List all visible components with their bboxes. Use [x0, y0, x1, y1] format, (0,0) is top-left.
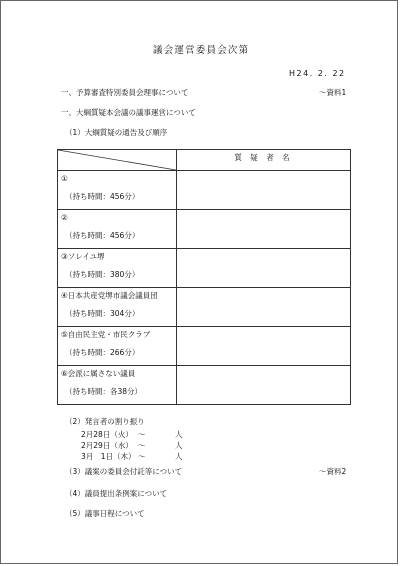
- row-3-name-cell: [177, 249, 351, 288]
- subitem-3: （3）議案の委員会付託等について: [65, 467, 183, 476]
- table-row: [58, 366, 351, 405]
- table-row: [58, 210, 351, 249]
- row-4-label: ④日本共産党堺市議会議員団: [61, 291, 158, 300]
- schedule-unit-2: 人: [175, 441, 183, 450]
- row-5-label: ⑤自由民主党・市民クラブ: [61, 330, 151, 339]
- table-row: [58, 171, 351, 210]
- row-5-time: （持ち時間：266分）: [65, 348, 140, 357]
- schedule-tilde-1: 〜: [138, 430, 146, 439]
- questioner-table: [57, 149, 351, 405]
- table-row: [58, 327, 351, 366]
- row-3-time: （持ち時間：380分）: [65, 270, 140, 279]
- row-2-time: （持ち時間：456分）: [65, 231, 140, 240]
- schedule-unit-3: 人: [175, 452, 183, 461]
- row-5-name-cell: [177, 327, 351, 366]
- row-6-label: ⑥会派に属さない議員: [61, 369, 136, 378]
- table-header-row: [58, 150, 351, 171]
- row-1-name-cell: [177, 171, 351, 210]
- subitem-5: （5）議事日程について: [65, 509, 145, 518]
- table-row: [58, 249, 351, 288]
- schedule-tilde-2: 〜: [138, 441, 146, 450]
- row-4-time: （持ち時間：304分）: [65, 309, 140, 318]
- subitem-4: （4）議員提出条例案について: [65, 489, 168, 498]
- agenda-item-2: 一、大綱質疑本会議の議事運営について: [61, 108, 196, 117]
- schedule-tilde-3: 〜: [138, 452, 146, 461]
- diagonal-line: [58, 150, 176, 170]
- table-corner-cell: [58, 150, 177, 171]
- subitem-2: （2）発言者の割り振り: [65, 417, 145, 426]
- schedule-date-1: 2月28日（火）: [81, 430, 133, 439]
- agenda-item-1-ref: 〜資料1: [319, 88, 347, 97]
- table-row: [58, 288, 351, 327]
- row-3-label: ③ソレイユ堺: [61, 252, 105, 261]
- row-1-time: （持ち時間：456分）: [65, 192, 140, 201]
- row-6-time: （持ち時間：各38分）: [65, 387, 143, 396]
- row-4-name-cell: [177, 288, 351, 327]
- row-1-label: ①: [61, 174, 68, 183]
- agenda-item-1: 一、予算審査特別委員会理事について: [61, 88, 189, 97]
- schedule-date-3: 3月 1日（木）: [81, 452, 136, 461]
- subitem-3-ref: 〜資料2: [319, 467, 347, 476]
- schedule-unit-1: 人: [175, 430, 183, 439]
- row-6-name-cell: [177, 366, 351, 405]
- schedule-date-2: 2月29日（水）: [81, 441, 133, 450]
- row-2-label: ②: [61, 213, 68, 222]
- document-title: 議会運営委員会次第: [153, 45, 250, 56]
- row-2-name-cell: [177, 210, 351, 249]
- subitem-1: （1）大綱質疑の通告及び順序: [65, 128, 168, 137]
- document-date: H24. 2. 22: [289, 69, 346, 78]
- table-header-label: 質 疑 者 名: [177, 150, 351, 171]
